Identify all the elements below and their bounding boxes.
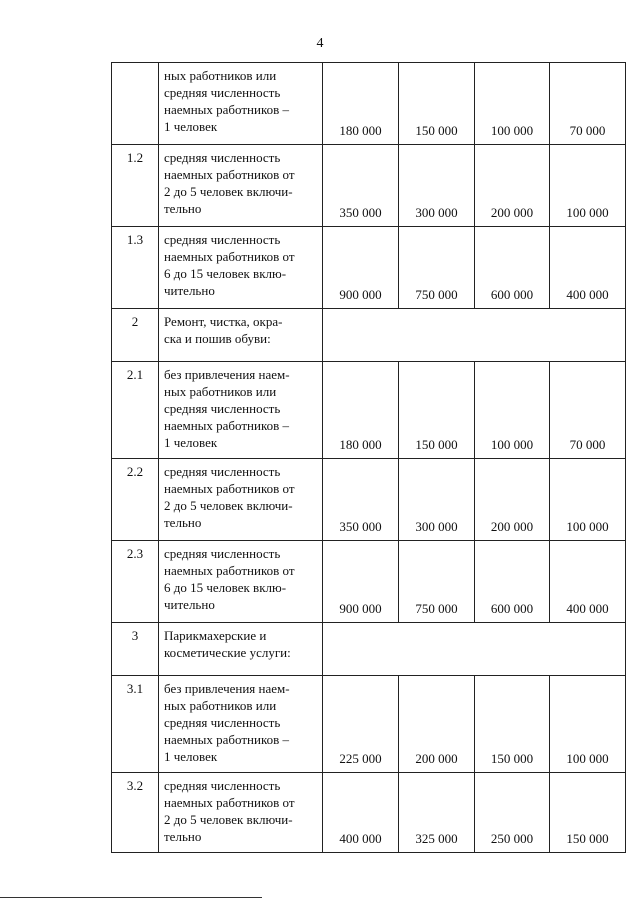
value-cell: 600 000 — [475, 541, 550, 623]
table-row — [112, 541, 626, 623]
description-line: 2 до 5 человек включи- — [164, 184, 293, 199]
description-line: тельно — [164, 515, 202, 530]
description-line: ных работников или — [164, 68, 277, 83]
table-row — [112, 362, 626, 459]
value-cell: 400 000 — [550, 541, 626, 623]
row-description — [159, 362, 323, 459]
description-line: 1 человек — [164, 119, 218, 134]
row-description — [159, 145, 323, 227]
description-line: средняя численность — [164, 232, 281, 247]
description-line: без привлечения наем- — [164, 681, 290, 696]
description-line: 2 до 5 человек включи- — [164, 498, 293, 513]
value-cell: 100 000 — [475, 63, 550, 145]
description-line: чительно — [164, 597, 215, 612]
value-cell: 225 000 — [323, 676, 399, 773]
description-line: наемных работников от — [164, 563, 295, 578]
value-cell: 200 000 — [475, 459, 550, 541]
description-line: средняя численность — [164, 150, 281, 165]
section-empty-cell — [323, 623, 626, 676]
description-line: без привлечения наем- — [164, 367, 290, 382]
value-cell: 100 000 — [550, 676, 626, 773]
description-line: 2 до 5 человек включи- — [164, 812, 293, 827]
value-cell: 200 000 — [399, 676, 475, 773]
value-cell: 100 000 — [550, 145, 626, 227]
description-line: средняя численность — [164, 546, 281, 561]
row-description — [159, 541, 323, 623]
description-line: средняя численность — [164, 464, 281, 479]
description-line: Ремонт, чистка, окра- — [164, 314, 283, 329]
value-cell: 325 000 — [399, 773, 475, 853]
row-number: 2.2 — [112, 459, 159, 541]
table-row — [112, 309, 626, 362]
description-line: средняя численность — [164, 715, 281, 730]
value-cell: 70 000 — [550, 362, 626, 459]
row-description — [159, 309, 323, 362]
description-line: ска и пошив обуви: — [164, 331, 271, 346]
value-cell: 400 000 — [550, 227, 626, 309]
description-line: наемных работников – — [164, 418, 290, 433]
value-cell: 300 000 — [399, 145, 475, 227]
row-number: 2.3 — [112, 541, 159, 623]
value-cell: 100 000 — [475, 362, 550, 459]
footnote-rule — [0, 897, 262, 898]
row-description — [159, 227, 323, 309]
description-line: тельно — [164, 829, 202, 844]
value-cell: 400 000 — [323, 773, 399, 853]
row-description — [159, 63, 323, 145]
value-cell: 300 000 — [399, 459, 475, 541]
description-line: тельно — [164, 201, 202, 216]
value-cell: 150 000 — [550, 773, 626, 853]
row-description — [159, 676, 323, 773]
description-line: косметические услуги: — [164, 645, 291, 660]
row-number: 3 — [112, 623, 159, 676]
value-cell: 600 000 — [475, 227, 550, 309]
description-line: наемных работников от — [164, 795, 295, 810]
value-cell: 350 000 — [323, 145, 399, 227]
description-line: средняя численность — [164, 778, 281, 793]
value-cell: 180 000 — [323, 63, 399, 145]
row-number — [112, 63, 159, 145]
table-row — [112, 227, 626, 309]
description-line: средняя численность — [164, 85, 281, 100]
table-row — [112, 773, 626, 853]
description-line: 1 человек — [164, 435, 218, 450]
table-row — [112, 63, 626, 145]
value-cell: 180 000 — [323, 362, 399, 459]
table-row — [112, 145, 626, 227]
value-cell: 70 000 — [550, 63, 626, 145]
description-line: наемных работников от — [164, 249, 295, 264]
row-description — [159, 623, 323, 676]
description-line: чительно — [164, 283, 215, 298]
value-cell: 750 000 — [399, 227, 475, 309]
table-row — [112, 676, 626, 773]
table-row — [112, 623, 626, 676]
row-number: 2.1 — [112, 362, 159, 459]
value-cell: 250 000 — [475, 773, 550, 853]
description-line: наемных работников от — [164, 481, 295, 496]
table-row — [112, 459, 626, 541]
description-line: Парикмахерские и — [164, 628, 267, 643]
description-line: наемных работников от — [164, 167, 295, 182]
description-line: ных работников или — [164, 698, 277, 713]
value-cell: 350 000 — [323, 459, 399, 541]
description-line: средняя численность — [164, 401, 281, 416]
value-cell: 150 000 — [475, 676, 550, 773]
tariff-table — [111, 62, 626, 853]
row-number: 2 — [112, 309, 159, 362]
value-cell: 100 000 — [550, 459, 626, 541]
description-line: 1 человек — [164, 749, 218, 764]
section-empty-cell — [323, 309, 626, 362]
row-number: 3.1 — [112, 676, 159, 773]
description-line: 6 до 15 человек вклю- — [164, 580, 287, 595]
row-number: 1.3 — [112, 227, 159, 309]
row-number: 3.2 — [112, 773, 159, 853]
row-number: 1.2 — [112, 145, 159, 227]
row-description — [159, 773, 323, 853]
page-number: 4 — [316, 36, 324, 51]
value-cell: 150 000 — [399, 63, 475, 145]
value-cell: 900 000 — [323, 541, 399, 623]
value-cell: 900 000 — [323, 227, 399, 309]
description-line: ных работников или — [164, 384, 277, 399]
row-description — [159, 459, 323, 541]
value-cell: 200 000 — [475, 145, 550, 227]
description-line: 6 до 15 человек вклю- — [164, 266, 287, 281]
value-cell: 750 000 — [399, 541, 475, 623]
value-cell: 150 000 — [399, 362, 475, 459]
description-line: наемных работников – — [164, 102, 290, 117]
description-line: наемных работников – — [164, 732, 290, 747]
